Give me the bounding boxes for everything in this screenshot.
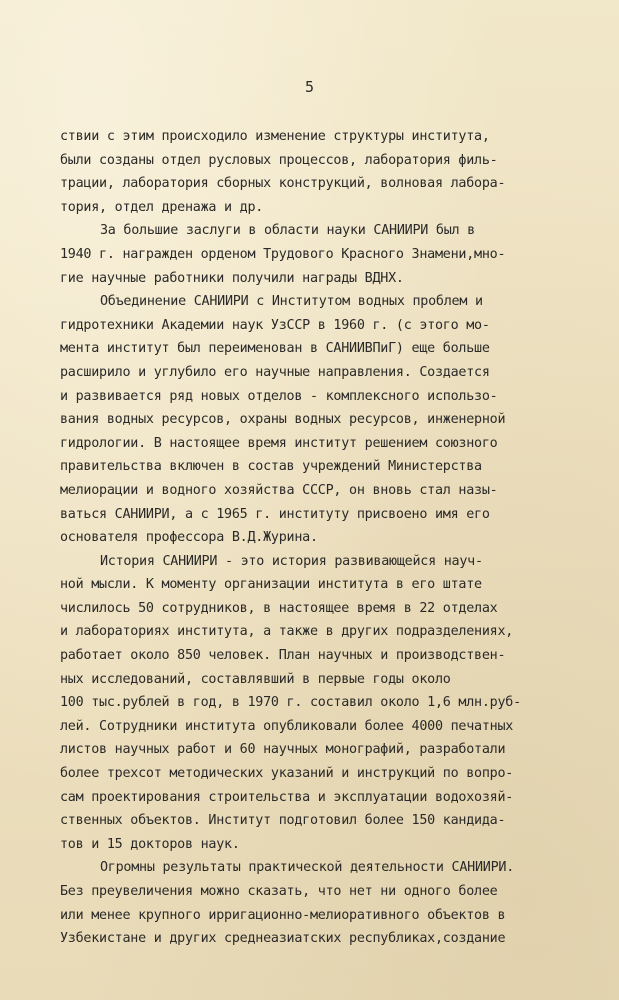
text-line: трации, лаборатория сборных конструкций, волновая лабора-	[60, 176, 506, 192]
text-line: гидротехники Академии наук УзССР в 1960 г. (с этого мо-	[60, 317, 490, 333]
text-line: Узбекистане и других среднеазиатских республиках,создание	[60, 931, 506, 947]
text-line: расширило и углубило его научные направления. Создается	[60, 364, 490, 380]
text-line: 100 тыс.рублей в год, в 1970 г. составил около 1,6 млн.руб-	[60, 695, 521, 711]
text-line: работает около 850 человек. План научных и производствен-	[60, 648, 506, 664]
text-line: листов научных работ и 60 научных монографий, разработали	[60, 742, 506, 758]
text-line: мелиорации и водного хозяйства СССР, он вновь стал назы-	[60, 482, 498, 498]
text-line: и развивается ряд новых отделов - комплексного использо-	[60, 388, 498, 404]
text-line: Без преувеличения можно сказать, что нет ни одного более	[60, 884, 498, 899]
text-line: сам проектирования строительства и эксплуатации водохозяй-	[60, 789, 514, 805]
paragraph-start-line: За большие заслуги в области науки САНИИРИ был в	[100, 223, 475, 239]
text-line: или менее крупного ирригационно-мелиоративного объектов в	[60, 907, 506, 923]
paragraph-start-line: Объединение САНИИРИ с Институтом водных проблем и	[100, 294, 483, 310]
text-line: были созданы отдел русловых процессов, лаборатория филь-	[60, 152, 498, 168]
page-number: 5	[304, 78, 315, 96]
text-line: ствии с этим происходило изменение структуры института,	[60, 129, 490, 144]
body-text	[60, 125, 600, 951]
paragraph-start-line: История САНИИРИ - это история развивающейся науч-	[100, 553, 483, 569]
text-line: и лабораториях института, а также в других подразделениях,	[60, 624, 514, 640]
text-line: более трехсот методических указаний и инструкций по вопро-	[60, 766, 514, 782]
text-line: ной мысли. К моменту организации института в его штате	[60, 577, 482, 593]
text-line: гие научные работники получили награды ВДНХ.	[60, 270, 404, 286]
text-line: гидрологии. В настоящее время институт решением союзного	[60, 435, 498, 451]
text-line: числилось 50 сотрудников, в настоящее время в 22 отделах	[60, 600, 498, 616]
text-line: ваться САНИИРИ, а с 1965 г. институту присвоено имя его	[60, 506, 490, 522]
text-line: ственных объектов. Институт подготовил более 150 кандида-	[60, 813, 506, 829]
text-line: лей. Сотрудники института опубликовали более 4000 печатных	[60, 718, 514, 734]
text-line: основателя профессора В.Д.Журина.	[60, 530, 318, 546]
text-line: тория, отдел дренажа и др.	[60, 199, 264, 215]
text-line: вания водных ресурсов, охраны водных ресурсов, инженерной	[60, 412, 506, 428]
paragraph-start-line: Огромны результаты практической деятельности САНИИРИ.	[100, 860, 515, 876]
text-line: правительства включен в состав учреждений Министерства	[60, 459, 482, 475]
text-line: ных исследований, составлявший в первые годы около	[60, 671, 451, 687]
text-line: мента институт был переименован в САНИИВПиГ) еще больше	[60, 341, 490, 357]
text-line: 1940 г. награжден орденом Трудового Красного Знамени,мно-	[60, 246, 506, 262]
text-line: тов и 15 докторов наук.	[60, 836, 240, 852]
